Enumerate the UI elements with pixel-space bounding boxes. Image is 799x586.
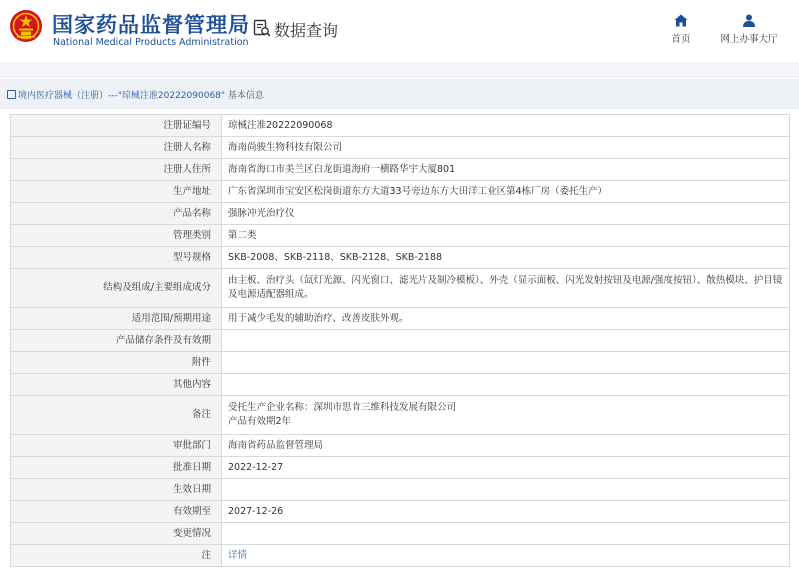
field-value: 广东省深圳市宝安区松岗街道东方大道33号旁边东方大田洋工业区第4栋厂房（委托生产） [222,181,790,203]
field-value: 2027-12-26 [222,501,790,523]
field-label: 有效期至 [11,501,222,523]
breadcrumb [0,79,799,109]
table-row [11,374,790,396]
header-divider-band [0,62,799,78]
field-value: 强脉冲光治疗仪 [222,203,790,225]
table-row [11,159,790,181]
registration-detail-table [10,114,790,567]
field-label: 产品储存条件及有效期 [11,330,222,352]
field-label: 适用范围/预期用途 [11,308,222,330]
breadcrumb-record: "琼械注准20222090068" [117,91,226,101]
field-value: SKB-2008、SKB-2118、SKB-2128、SKB-2188 [222,247,790,269]
field-label: 审批部门 [11,435,222,457]
data-query-title: 数据查询 [274,21,339,40]
table-row [11,225,790,247]
field-label: 注册人名称 [11,137,222,159]
nav-service-hall-link[interactable] [714,14,784,45]
field-label: 结构及组成/主要组成成分 [11,269,222,308]
field-label: 产品名称 [11,203,222,225]
field-label: 附件 [11,352,222,374]
field-value: 用于减少毛发的辅助治疗、改善皮肤外观。 [222,308,790,330]
location-icon [7,90,16,99]
table-row [11,247,790,269]
field-label: 管理类别 [11,225,222,247]
table-row [11,308,790,330]
nav-home-label: 首页 [671,34,691,45]
field-value: 第二类 [222,225,790,247]
field-label: 注册证编号 [11,115,222,137]
field-label: 生效日期 [11,479,222,501]
table-row [11,523,790,545]
field-value [222,523,790,545]
user-icon [742,14,756,27]
breadcrumb-suffix: 基本信息 [227,91,264,101]
field-label: 注册人住所 [11,159,222,181]
field-value [222,374,790,396]
breadcrumb-category-link[interactable]: 境内医疗器械（注册） [18,91,109,101]
table-row [11,396,790,435]
field-value [222,479,790,501]
field-value: 海南省药品监督管理局 [222,435,790,457]
field-label: 其他内容 [11,374,222,396]
details-link[interactable]: 详情 [228,549,248,561]
table-row [11,479,790,501]
table-row [11,545,790,567]
field-label: 批准日期 [11,457,222,479]
table-row [11,181,790,203]
table-row [11,435,790,457]
field-label: 备注 [11,396,222,435]
home-icon [674,14,688,27]
breadcrumb-separator: --- [108,91,118,101]
table-row [11,352,790,374]
field-value: 受托生产企业名称：深圳市思肯三维科技发展有限公司 产品有效期2年 [222,396,790,435]
table-row [11,137,790,159]
org-name-en: National Medical Products Administration [53,37,249,48]
field-label: 型号规格 [11,247,222,269]
data-query-icon [253,19,271,37]
field-value-cell [222,545,790,567]
national-emblem-icon [9,9,43,43]
nav-home-link[interactable] [664,14,698,45]
field-value: 海南尚骏生物科技有限公司 [222,137,790,159]
field-label: 变更情况 [11,523,222,545]
field-value: 由主板、治疗头（氙灯光源、闪光窗口、滤光片及制冷模板）、外壳（显示面板、闪光发射按钮及电源/强度按钮）、散热模块、护目镜及电源适配器组成。 [222,269,790,308]
table-row [11,457,790,479]
org-name-cn: 国家药品监督管理局 [52,13,250,37]
table-row [11,330,790,352]
field-label: 生产地址 [11,181,222,203]
table-row [11,501,790,523]
table-row [11,269,790,308]
field-value [222,352,790,374]
field-value [222,330,790,352]
nav-service-hall-label: 网上办事大厅 [720,34,778,45]
table-row [11,115,790,137]
field-value: 海南省海口市美兰区白龙街道海府一横路华宇大厦801 [222,159,790,181]
field-value: 琼械注准20222090068 [222,115,790,137]
site-header [0,0,799,62]
field-value: 2022-12-27 [222,457,790,479]
field-label: 注 [11,545,222,567]
table-row [11,203,790,225]
